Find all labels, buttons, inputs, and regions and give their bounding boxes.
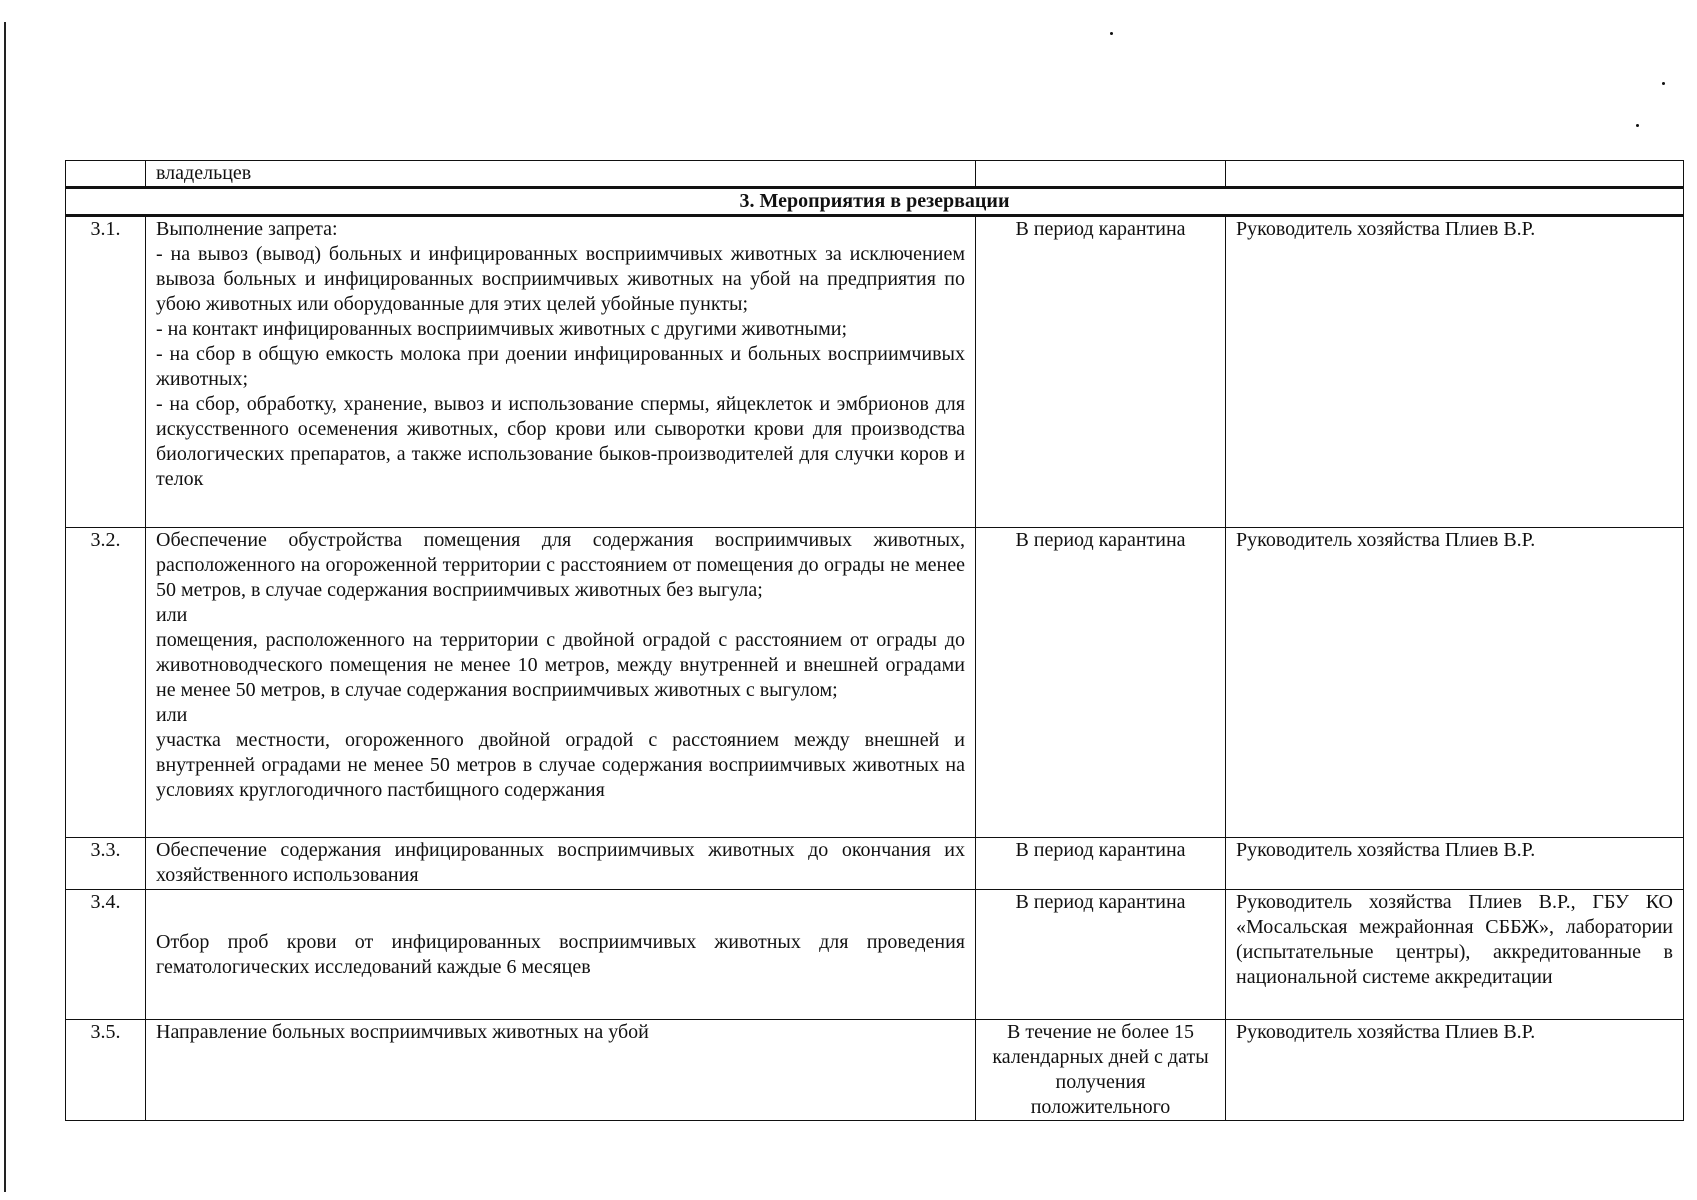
scan-speck [1636, 124, 1639, 127]
section-title: 3. Мероприятия в резервации [66, 188, 1684, 216]
description-line: Направление больных восприимчивых животных на убой [156, 1021, 649, 1043]
row-number: 3.5. [66, 1020, 146, 1121]
description-line: - на контакт инфицированных восприимчивых животных с другими животными; [156, 318, 848, 340]
row-number: 3.3. [66, 838, 146, 890]
measure-description: владельцев [146, 161, 976, 188]
measure-description [146, 838, 976, 890]
term-cell: В период карантина [976, 890, 1226, 1020]
table-row [66, 528, 1684, 838]
description-line: Отбор проб крови от инфицированных восприимчивых животных для проведения гематологических исследований каждые 6 месяцев [156, 930, 965, 978]
table-row [66, 216, 1684, 528]
measure-description [146, 528, 976, 838]
responsible-cell: Руководитель хозяйства Плиев В.Р., ГБУ КО «Мосальская межрайонная СББЖ», лаборатории (испытательные центры), аккредитованные в национальной системе аккредитации [1226, 890, 1684, 1020]
measures-table [65, 160, 1684, 1121]
measure-description [146, 216, 976, 528]
term-cell: В период карантина [976, 838, 1226, 890]
scan-speck [1662, 82, 1665, 85]
section-header-row [66, 188, 1684, 216]
description-line: Выполнение запрета: [156, 218, 338, 240]
table-row [66, 890, 1684, 1020]
description-line: участка местности, огороженного двойной оградой с расстоянием между внешней и внутренней оградами не менее 50 метров в случае содержания восприимчивых животных на условиях круглогодичного пастбищного содержания [156, 729, 965, 801]
term-cell: В течение не более 15 календарных дней с даты получения положительного [976, 1020, 1226, 1121]
term-cell [976, 161, 1226, 188]
responsible-cell: Руководитель хозяйства Плиев В.Р. [1226, 1020, 1684, 1121]
scan-speck [1110, 32, 1113, 35]
measure-description [146, 1020, 976, 1121]
description-line: - на сбор в общую емкость молока при доении инфицированных и больных восприимчивых животных; [156, 343, 965, 390]
description-line: - на вывоз (вывод) больных и инфицированных восприимчивых животных за исключением вывоза больных и инфицированных восприимчивых животных на убой на предприятия по убою животных или оборудованные для этих целей убойные пункты; [156, 243, 965, 315]
row-number: 3.4. [66, 890, 146, 1020]
description-line: или [156, 604, 188, 626]
description-line: Обеспечение обустройства помещения для содержания восприимчивых животных, расположенного на огороженной территории с расстоянием от помещения до ограды не менее 50 метров, в случае содержания восприимчивых животных без выгула; [156, 529, 965, 601]
page-edge-line [4, 22, 6, 1192]
responsible-cell: Руководитель хозяйства Плиев В.Р. [1226, 528, 1684, 838]
row-number: 3.1. [66, 216, 146, 528]
table-row [66, 1020, 1684, 1121]
table-row-continuation [66, 161, 1684, 188]
term-cell: В период карантина [976, 528, 1226, 838]
responsible-cell: Руководитель хозяйства Плиев В.Р. [1226, 216, 1684, 528]
row-number: 3.2. [66, 528, 146, 838]
description-line: или [156, 704, 188, 726]
description-line: Обеспечение содержания инфицированных восприимчивых животных до окончания их хозяйственного использования [156, 839, 965, 886]
measure-description [146, 890, 976, 1020]
description-line: помещения, расположенного на территории с двойной оградой с расстоянием от ограды до животноводческого помещения не менее 10 метров, между внутренней и внешней оградами не менее 50 метров, в случае содержания восприимчивых животных с выгулом; [156, 629, 965, 701]
row-number-cell [66, 161, 146, 188]
description-line: - на сбор, обработку, хранение, вывоз и использование спермы, яйцеклеток и эмбрионов для искусственного осеменения животных, сбор крови или сыворотки крови для производства биологических препаратов, а также использование быков-производителей для случки коров и телок [156, 393, 965, 490]
responsible-cell [1226, 161, 1684, 188]
term-cell: В период карантина [976, 216, 1226, 528]
table-row [66, 838, 1684, 890]
responsible-cell: Руководитель хозяйства Плиев В.Р. [1226, 838, 1684, 890]
